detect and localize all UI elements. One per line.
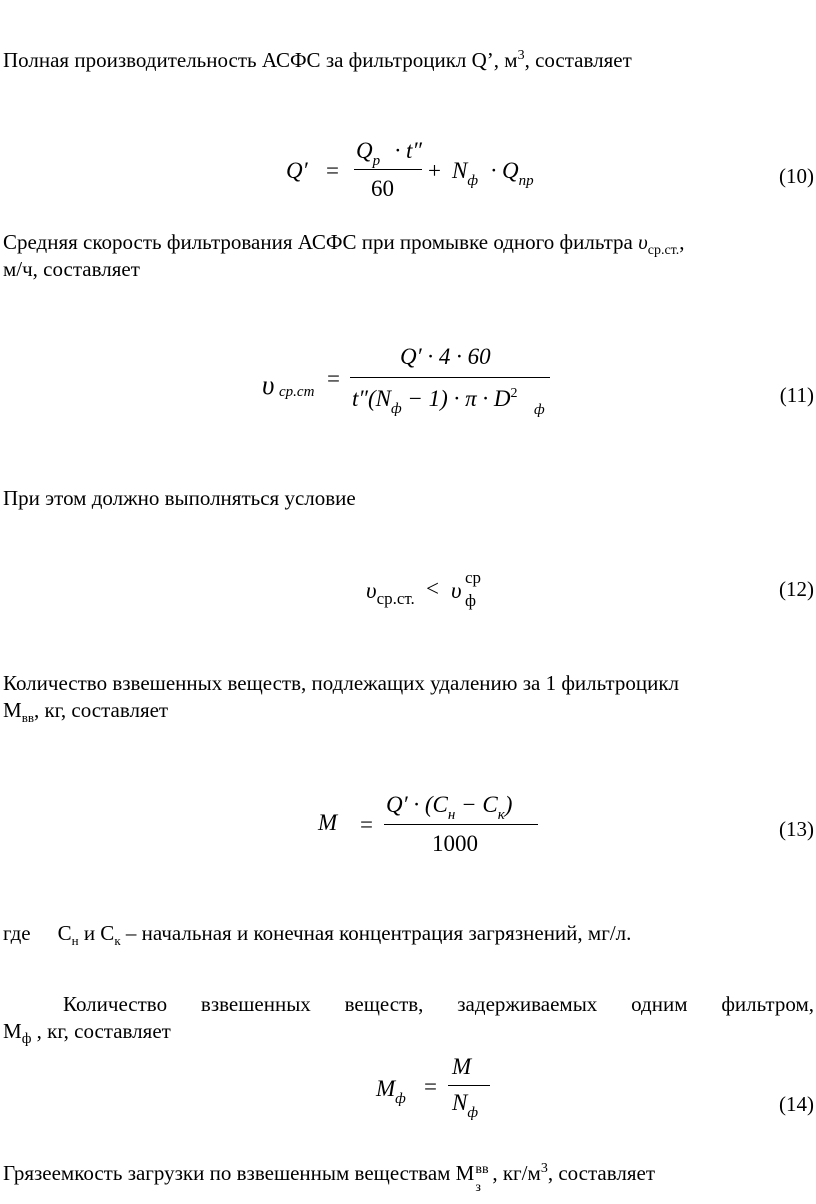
eq10-num-dot: · [394, 138, 402, 163]
eq14-equals: = [424, 1074, 437, 1099]
eq11-lhs-upsilon: υ [262, 370, 275, 400]
upsilon-symbol: υ [638, 230, 648, 254]
eq12-rhs-sub: ф [465, 591, 477, 610]
paragraph-retained-solids [3, 991, 814, 1048]
eq12-lhs: $\upsilon_{ср.ст.}$ [366, 578, 415, 608]
eq13-lhs: M [318, 810, 338, 835]
text: , [679, 230, 685, 254]
eq14-num: M [452, 1054, 472, 1079]
text: При этом должно выполняться условие [3, 486, 356, 510]
text: Грязеемкость загрузки по взвешенным веществам М [3, 1161, 475, 1185]
text: Средняя скорость фильтрования АСФС при промывке одного фильтра [3, 230, 639, 254]
eq10-plus: + [428, 158, 441, 183]
paragraph-filtration-speed [3, 229, 685, 283]
eq10-num-t: t″ [406, 138, 422, 163]
subscript: вв [21, 710, 34, 726]
text: и С [78, 921, 115, 945]
text: – начальная и конечная концентрация загрязнений, мг/л. [120, 921, 632, 945]
paragraph-where [3, 920, 631, 947]
eq13-numerator: $Q' \cdot (C_н - C_к)$ [386, 792, 513, 823]
eq13-den: 1000 [432, 831, 478, 856]
text: М [3, 698, 22, 722]
eq13-equals: = [360, 812, 373, 837]
eq11-numerator: Q′ · 4 · 60 [400, 344, 491, 369]
m-sub-sup: вв з [475, 1162, 489, 1195]
eq10-num-q: $Q_р$ [356, 138, 381, 169]
superscript: 3 [540, 1161, 548, 1176]
text: , составляет [547, 1161, 656, 1185]
text: м/ч, составляет [3, 257, 140, 281]
text-line: Количество взвешенных веществ, задерживаемых одним фильтром, [63, 992, 814, 1016]
eq10-dot: · [490, 158, 498, 183]
paragraph-intro-productivity [3, 47, 632, 74]
eq12-rhs: υ [451, 578, 462, 603]
eq12-less-than: < [426, 576, 439, 601]
eq10-fraction-bar [354, 169, 422, 170]
eq11-equals: = [327, 366, 340, 391]
text: , кг/м [492, 1161, 541, 1185]
text: где [3, 921, 31, 945]
eq13-fraction-bar [384, 824, 538, 825]
eq11-lhs-sub: ср.ст [279, 384, 315, 400]
text: С [57, 921, 72, 945]
subscript: ср.ст. [647, 243, 680, 259]
eq12-rhs-sup: ср [465, 568, 482, 587]
subscript: к [114, 933, 121, 949]
paragraph-suspended-solids [3, 670, 679, 724]
eq10-n: $N_ф$ [452, 158, 478, 189]
eq10-den: 60 [371, 176, 394, 201]
eq11-number: (11) [779, 383, 814, 407]
paragraph-condition [3, 485, 356, 512]
eq14-fraction-bar [448, 1085, 490, 1086]
text: М [3, 1019, 22, 1043]
eq11-fraction-bar [350, 377, 550, 378]
text: Количество взвешенных веществ, подлежащих удалению за 1 фильтроцикл [3, 671, 680, 695]
text: Полная производительность АСФС за фильтроцикл Q’, м [3, 48, 518, 72]
subscript: ф [21, 1031, 32, 1048]
eq10-q-pr: $Q_{пр}$ [502, 158, 534, 189]
eq11-denominator: $t''(N_ф - 1) \cdot \pi \cdot D^2$ [352, 386, 518, 417]
subscript: н [71, 933, 79, 949]
eq14-den: $N_ф$ [452, 1090, 478, 1121]
eq12-number: (12) [779, 577, 814, 601]
eq10-equals: = [326, 158, 339, 183]
eq14-number: (14) [779, 1092, 814, 1116]
eq11-d-sub: ф [534, 402, 545, 418]
superscript: 3 [517, 48, 525, 63]
text: , составляет [524, 48, 632, 72]
eq10-lhs: Q′ [286, 158, 308, 183]
text: , кг, составляет [33, 698, 169, 722]
paragraph-dirt-capacity [3, 1160, 656, 1195]
eq10-number: (10) [779, 164, 814, 188]
text: , кг, составляет [31, 1019, 171, 1043]
eq14-lhs: $M_ф$ [376, 1076, 406, 1107]
eq13-number: (13) [779, 817, 814, 841]
